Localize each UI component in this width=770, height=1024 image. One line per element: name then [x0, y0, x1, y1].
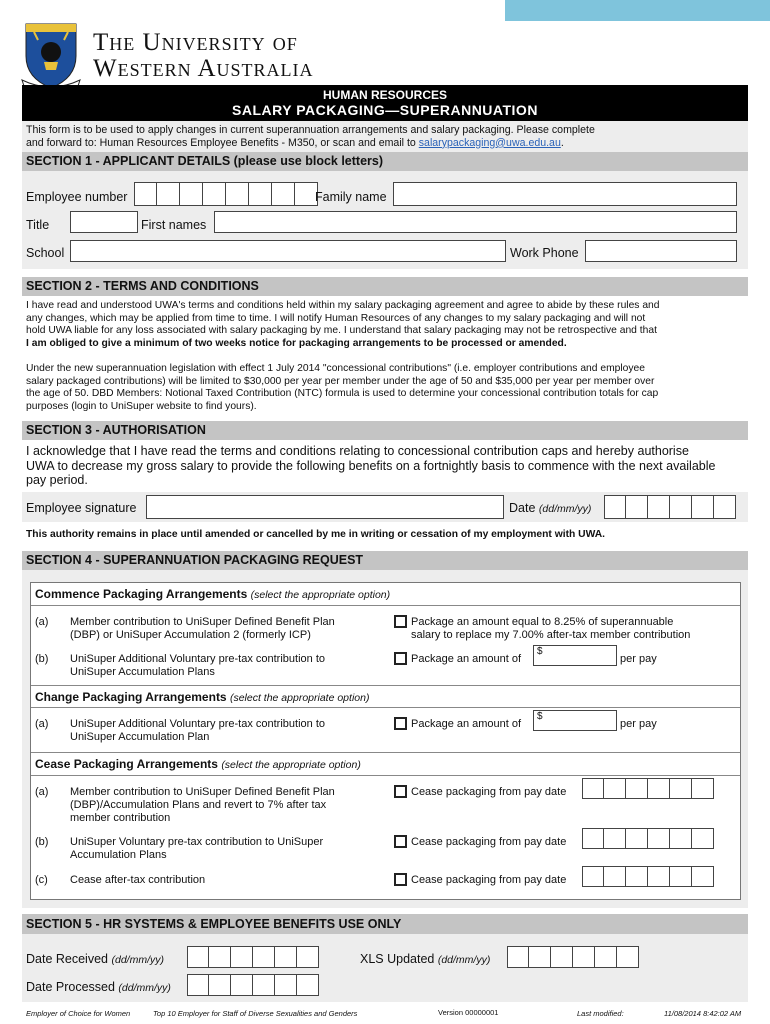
divider	[31, 752, 740, 753]
cease-a-letter: (a)	[35, 786, 49, 798]
footer-version: Version 00000001	[438, 1008, 499, 1017]
intro-line-2: and forward to: Human Resources Employee Benefits - M350, or scan and email to	[26, 136, 419, 149]
change-a-description: UniSuper Additional Voluntary pre-tax contribution to UniSuper Accumulation Plan	[70, 718, 325, 743]
family-name-input[interactable]	[393, 182, 737, 206]
change-heading: Change Packaging Arrangements (select the appropriate option)	[35, 690, 370, 704]
authority-note: This authority remains in place until amended or cancelled by me in writing or cessation of my employment with UWA.	[26, 529, 606, 540]
form-title-bar	[22, 85, 748, 121]
change-a-checkbox[interactable]	[394, 717, 407, 730]
section-2-header: SECTION 2 - TERMS AND CONDITIONS	[22, 277, 748, 296]
title-input[interactable]	[70, 211, 138, 233]
cease-c-description: Cease after-tax contribution	[70, 874, 206, 886]
employee-signature-input[interactable]	[146, 495, 504, 519]
first-names-input[interactable]	[214, 211, 737, 233]
top-accent-bar	[505, 0, 770, 21]
terms-paragraph-2: Under the new superannuation legislation with effect 1 July 2014 "concessional contributions" (i.e. employer contributions and employee salary packaged contributions) will be limited to $30,000 per year per member under the age of 50 and $35,000 per year per member over the age of 50. DBD Members: Notional Taxed Contribution (NTC) formula is used to determine your concessional contribution totals for cap purposes (login to UniSuper website to find yours).	[26, 363, 659, 412]
date-processed-label: Date Processed (dd/mm/yy)	[26, 980, 171, 994]
employee-number-label: Employee number	[26, 190, 128, 204]
footer-last-modified-label: Last modified:	[577, 1009, 624, 1018]
school-input[interactable]	[70, 240, 506, 262]
commence-heading: Commence Packaging Arrangements (select the appropriate option)	[35, 587, 391, 601]
per-pay-label: per pay	[620, 653, 657, 665]
cease-b-checkbox[interactable]	[394, 835, 407, 848]
cease-c-letter: (c)	[35, 874, 48, 886]
cease-heading: Cease Packaging Arrangements (select the appropriate option)	[35, 757, 361, 771]
xls-updated-input[interactable]	[507, 946, 639, 968]
divider	[31, 685, 740, 686]
cease-c-date-input[interactable]	[582, 866, 714, 887]
commence-a-option: Package an amount equal to 8.25% of superannuable salary to replace my 7.00% after-tax member contribution	[411, 616, 691, 641]
cease-b-date-input[interactable]	[582, 828, 714, 849]
commence-b-letter: (b)	[35, 653, 49, 665]
package-amount-label: Package an amount of	[411, 653, 522, 665]
section-5-header: SECTION 5 - HR SYSTEMS & EMPLOYEE BENEFITS USE ONLY	[22, 914, 748, 934]
footer-top10: Top 10 Employer for Staff of Diverse Sexualities and Genders	[153, 1009, 358, 1018]
divider	[31, 775, 740, 776]
family-name-label: Family name	[315, 190, 387, 204]
form-title: SALARY PACKAGING—SUPERANNUATION	[232, 102, 538, 118]
work-phone-label: Work Phone	[510, 246, 579, 260]
first-names-label: First names	[141, 218, 207, 232]
date-processed-input[interactable]	[187, 974, 319, 996]
commence-a-checkbox[interactable]	[394, 615, 407, 628]
change-a-letter: (a)	[35, 718, 49, 730]
divider	[31, 605, 740, 606]
section-1-header: SECTION 1 - APPLICANT DETAILS (please use block letters)	[22, 152, 748, 171]
cease-c-checkbox[interactable]	[394, 873, 407, 886]
work-phone-input[interactable]	[585, 240, 737, 262]
section-4-header: SECTION 4 - SUPERANNUATION PACKAGING REQUEST	[22, 551, 748, 570]
school-label: School	[26, 246, 65, 260]
footer-last-modified-value: 11/08/2014 8:42:02 AM	[664, 1009, 742, 1018]
commence-b-checkbox[interactable]	[394, 652, 407, 665]
per-pay-label: per pay	[620, 718, 657, 730]
cease-b-letter: (b)	[35, 836, 49, 848]
intro-line-1: This form is to be used to apply changes in current superannuation arrangements and salary packaging. Please complete	[26, 124, 595, 136]
signature-date-input[interactable]	[604, 495, 736, 519]
cease-a-description: Member contribution to UniSuper Defined Benefit Plan (DBP)/Accumulation Plans and revert to 7% after tax member contribution	[70, 786, 335, 824]
change-a-amount-input[interactable]: $	[533, 710, 617, 731]
employee-number-input[interactable]	[134, 182, 318, 206]
commence-b-amount-input[interactable]: $	[533, 645, 617, 666]
terms-paragraph-1: I have read and understood UWA's terms and conditions held within my salary packaging agreement and agree to abide by these rules and any changes, which may be applied from time to time. I will notify Human Resources of any changes to my salary packaging and will not hold UWA liable for any loss associated with salary packaging by me. I understand that salary packaging may not be retrospective and that I am obliged to give a minimum of two weeks notice for packaging arrangements to be processed or amended.	[26, 300, 660, 349]
university-name: The University of Western Australia	[93, 29, 314, 82]
department-label: HUMAN RESOURCES	[322, 88, 447, 102]
cease-a-option: Cease packaging from pay date	[411, 786, 567, 798]
cease-a-date-input[interactable]	[582, 778, 714, 799]
date-received-input[interactable]	[187, 946, 319, 968]
date-received-label: Date Received (dd/mm/yy)	[26, 952, 164, 966]
cease-b-option: Cease packaging from pay date	[411, 836, 567, 848]
divider	[31, 707, 740, 708]
commence-b-description: UniSuper Additional Voluntary pre-tax contribution to UniSuper Accumulation Plans	[70, 653, 325, 678]
cease-c-option: Cease packaging from pay date	[411, 874, 567, 886]
cease-b-description: UniSuper Voluntary pre-tax contribution to UniSuper Accumulation Plans	[70, 836, 324, 861]
commence-a-letter: (a)	[35, 616, 49, 628]
title-label: Title	[26, 218, 50, 232]
authorisation-text: I acknowledge that I have read the terms and conditions relating to concessional contribution caps and hereby authorise UWA to decrease my gross salary to provide the following benefits on a fortnightly basis to commence with the next available pay period.	[26, 444, 716, 487]
xls-updated-label: XLS Updated (dd/mm/yy)	[360, 952, 491, 966]
email-link[interactable]: salarypackaging@uwa.edu.au	[418, 136, 561, 149]
employee-signature-label: Employee signature	[26, 501, 137, 515]
university-crest-icon	[20, 18, 82, 92]
intro-box: This form is to be used to apply changes in current superannuation arrangements and salary packaging. Please complete and forward to: Human Resources Employee Benefits - M350, or scan and email to salarypackaging@uwa.edu.au.	[22, 121, 748, 152]
commence-a-description: Member contribution to UniSuper Defined Benefit Plan (DBP) or UniSuper Accumulation 2 (formerly ICP)	[70, 616, 335, 641]
signature-date-label: Date (dd/mm/yy)	[509, 501, 592, 515]
cease-a-checkbox[interactable]	[394, 785, 407, 798]
package-amount-label: Package an amount of	[411, 718, 522, 730]
footer-employer-of-choice: Employer of Choice for Women	[26, 1009, 131, 1018]
section-3-header: SECTION 3 - AUTHORISATION	[22, 421, 748, 440]
